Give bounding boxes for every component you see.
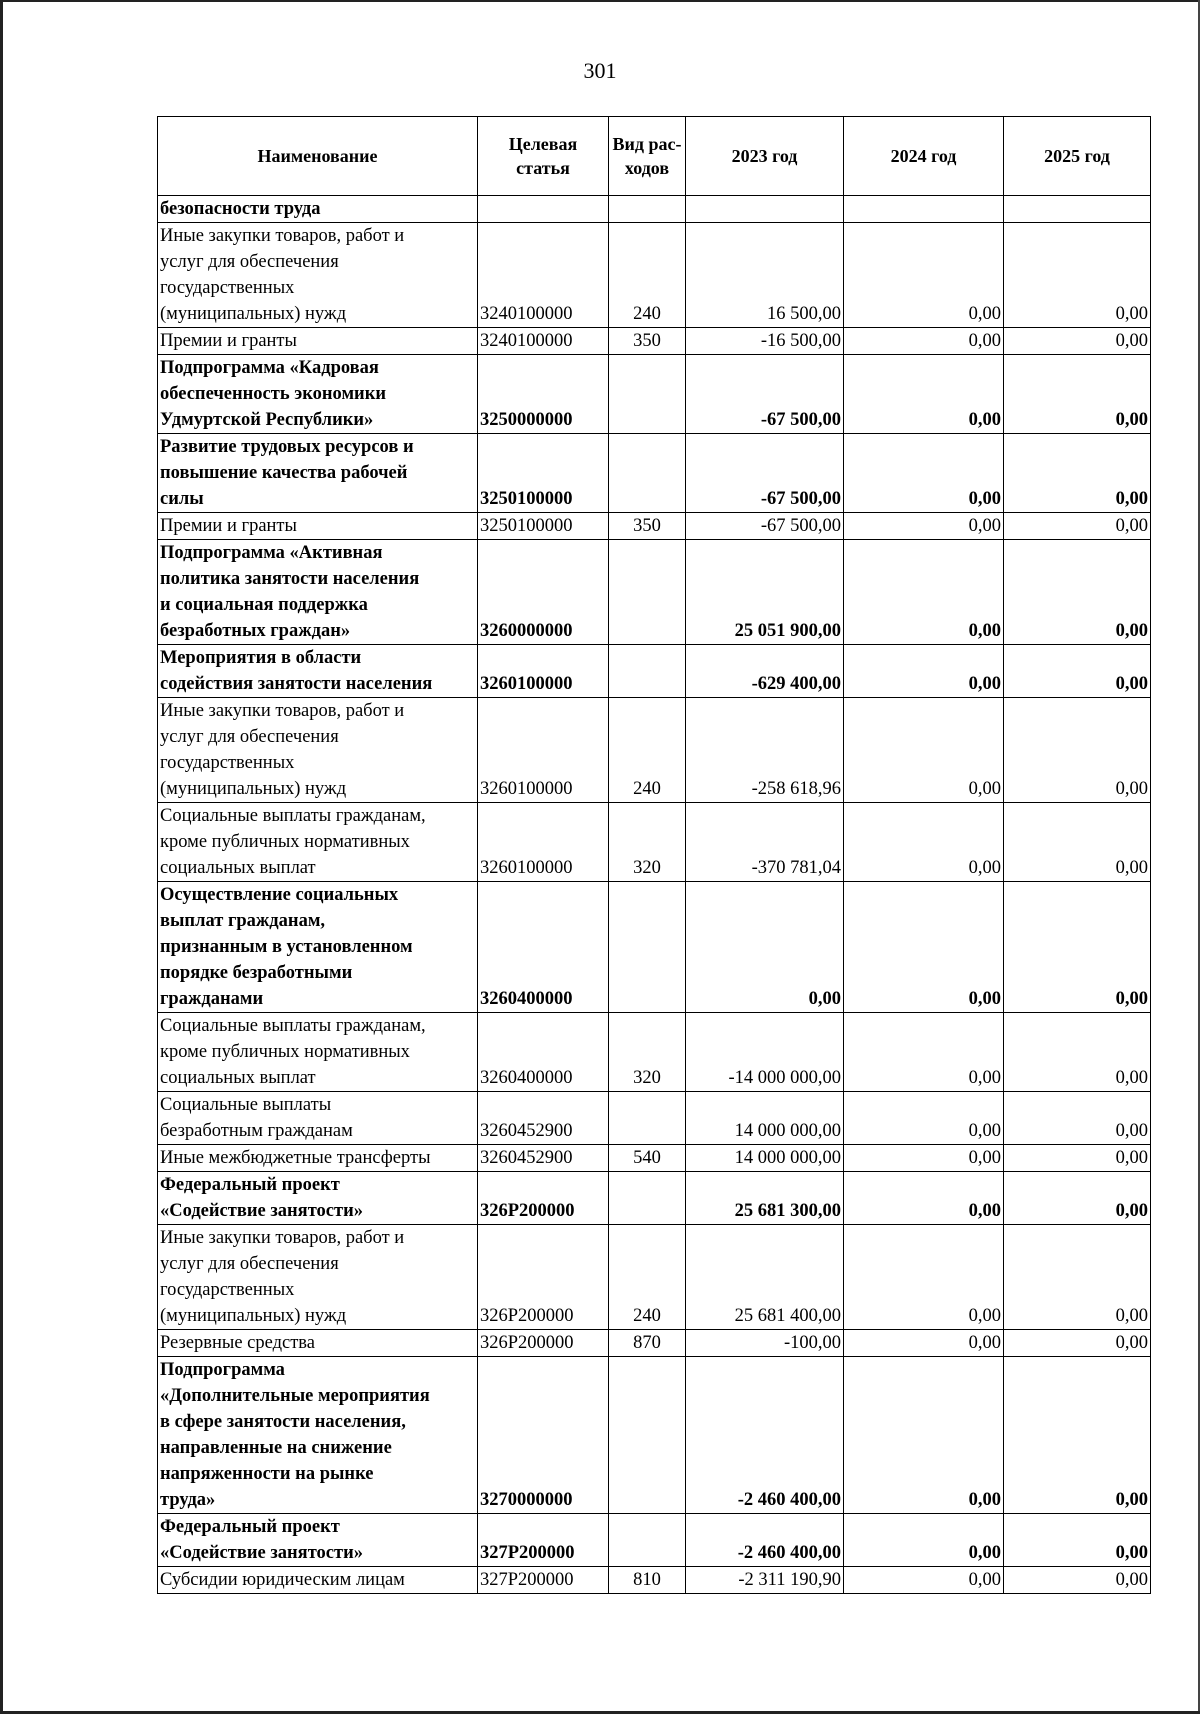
table-row: [158, 513, 1151, 540]
row-amount-2024: 0,00: [844, 698, 1004, 803]
row-name: Подпрограмма «Дополнительные мероприятия в сфере занятости населения, направленные на снижение напряженности на рынке труда»: [158, 1357, 478, 1514]
header-name: Наименование: [158, 117, 478, 196]
row-amount-2023: -67 500,00: [686, 355, 844, 434]
row-amount-2023: 14 000 000,00: [686, 1145, 844, 1172]
row-target-article: 327P200000: [478, 1567, 609, 1594]
row-amount-2023: 14 000 000,00: [686, 1092, 844, 1145]
row-name: Федеральный проект «Содействие занятости»: [158, 1514, 478, 1567]
row-expense-type: [609, 645, 686, 698]
row-name: Иные межбюджетные трансферты: [158, 1145, 478, 1172]
row-expense-type: 240: [609, 223, 686, 328]
row-amount-2025: 0,00: [1004, 1567, 1151, 1594]
row-target-article: 3260400000: [478, 882, 609, 1013]
row-name: Премии и гранты: [158, 328, 478, 355]
row-name: Осуществление социальных выплат гражданам, признанным в установленном порядке безработными гражданами: [158, 882, 478, 1013]
row-amount-2025: 0,00: [1004, 540, 1151, 645]
row-expense-type: 240: [609, 1225, 686, 1330]
row-target-article: 3250000000: [478, 355, 609, 434]
table-header-row: [158, 117, 1151, 196]
row-expense-type: [609, 1514, 686, 1567]
row-expense-type: 350: [609, 328, 686, 355]
row-amount-2025: 0,00: [1004, 328, 1151, 355]
table-row: [158, 1567, 1151, 1594]
table-row: [158, 355, 1151, 434]
row-amount-2024: 0,00: [844, 434, 1004, 513]
row-target-article: 3260000000: [478, 540, 609, 645]
header-year-2024: 2024 год: [844, 117, 1004, 196]
row-amount-2024: 0,00: [844, 1172, 1004, 1225]
row-amount-2023: -629 400,00: [686, 645, 844, 698]
row-amount-2025: 0,00: [1004, 1172, 1151, 1225]
row-expense-type: 540: [609, 1145, 686, 1172]
row-amount-2023: 0,00: [686, 882, 844, 1013]
page-number: 301: [583, 58, 617, 83]
budget-table: [157, 116, 1151, 1594]
table-row: [158, 328, 1151, 355]
row-amount-2024: 0,00: [844, 540, 1004, 645]
table-row: [158, 223, 1151, 328]
scan-border-top: [0, 0, 1200, 2]
row-amount-2023: -2 460 400,00: [686, 1357, 844, 1514]
table-row: [158, 1330, 1151, 1357]
row-amount-2023: -2 460 400,00: [686, 1514, 844, 1567]
row-target-article: 3270000000: [478, 1357, 609, 1514]
row-amount-2023: -2 311 190,90: [686, 1567, 844, 1594]
table-row: [158, 1092, 1151, 1145]
row-amount-2024: 0,00: [844, 328, 1004, 355]
row-amount-2023: 16 500,00: [686, 223, 844, 328]
row-amount-2024: 0,00: [844, 1330, 1004, 1357]
row-amount-2023: -14 000 000,00: [686, 1013, 844, 1092]
row-name: Резервные средства: [158, 1330, 478, 1357]
row-amount-2024: 0,00: [844, 355, 1004, 434]
row-amount-2025: 0,00: [1004, 1145, 1151, 1172]
row-name: Субсидии юридическим лицам: [158, 1567, 478, 1594]
row-amount-2025: 0,00: [1004, 1357, 1151, 1514]
row-expense-type: [609, 196, 686, 223]
table-row: [158, 1225, 1151, 1330]
row-amount-2024: 0,00: [844, 803, 1004, 882]
row-name: Иные закупки товаров, работ и услуг для обеспечения государственных (муниципальных) нужд: [158, 223, 478, 328]
row-amount-2025: 0,00: [1004, 1013, 1151, 1092]
row-target-article: 3260452900: [478, 1092, 609, 1145]
row-amount-2025: 0,00: [1004, 803, 1151, 882]
row-name: Премии и гранты: [158, 513, 478, 540]
row-target-article: 327P200000: [478, 1514, 609, 1567]
row-amount-2024: 0,00: [844, 1013, 1004, 1092]
row-amount-2024: 0,00: [844, 1145, 1004, 1172]
row-target-article: 3260400000: [478, 1013, 609, 1092]
row-expense-type: [609, 1357, 686, 1514]
row-amount-2024: 0,00: [844, 513, 1004, 540]
row-target-article: 326P200000: [478, 1330, 609, 1357]
row-name: Социальные выплаты гражданам, кроме публичных нормативных социальных выплат: [158, 803, 478, 882]
row-target-article: 326P200000: [478, 1172, 609, 1225]
table-row: [158, 1357, 1151, 1514]
row-target-article: 3260100000: [478, 803, 609, 882]
row-target-article: 3260100000: [478, 698, 609, 803]
scan-border-left: [0, 0, 3, 1714]
row-name: Социальные выплаты безработным гражданам: [158, 1092, 478, 1145]
row-name: Федеральный проект «Содействие занятости»: [158, 1172, 478, 1225]
table-row: [158, 1514, 1151, 1567]
row-amount-2023: [686, 196, 844, 223]
row-target-article: [478, 196, 609, 223]
table-body: [158, 196, 1151, 1594]
row-target-article: 3240100000: [478, 223, 609, 328]
row-amount-2025: 0,00: [1004, 434, 1151, 513]
row-expense-type: 320: [609, 803, 686, 882]
row-target-article: 3250100000: [478, 434, 609, 513]
row-name: Социальные выплаты гражданам, кроме публичных нормативных социальных выплат: [158, 1013, 478, 1092]
row-name: Мероприятия в области содействия занятости населения: [158, 645, 478, 698]
row-amount-2025: [1004, 196, 1151, 223]
table-row: [158, 196, 1151, 223]
row-name: Подпрограмма «Активная политика занятости населения и социальная поддержка безработных граждан»: [158, 540, 478, 645]
row-expense-type: 870: [609, 1330, 686, 1357]
table-row: [158, 1172, 1151, 1225]
row-expense-type: 810: [609, 1567, 686, 1594]
row-amount-2025: 0,00: [1004, 1514, 1151, 1567]
row-amount-2025: 0,00: [1004, 1092, 1151, 1145]
row-target-article: 3260100000: [478, 645, 609, 698]
row-expense-type: [609, 540, 686, 645]
row-amount-2023: -100,00: [686, 1330, 844, 1357]
row-amount-2023: -67 500,00: [686, 513, 844, 540]
table-row: [158, 803, 1151, 882]
row-expense-type: 240: [609, 698, 686, 803]
row-amount-2023: -258 618,96: [686, 698, 844, 803]
header-expense-type: Вид рас-ходов: [609, 117, 686, 196]
header-target-article: Целевая статья: [478, 117, 609, 196]
table-row: [158, 698, 1151, 803]
row-name: Иные закупки товаров, работ и услуг для обеспечения государственных (муниципальных) нужд: [158, 1225, 478, 1330]
row-amount-2024: 0,00: [844, 223, 1004, 328]
row-amount-2023: -67 500,00: [686, 434, 844, 513]
row-expense-type: [609, 355, 686, 434]
table-row: [158, 1013, 1151, 1092]
row-amount-2024: 0,00: [844, 645, 1004, 698]
row-amount-2025: 0,00: [1004, 513, 1151, 540]
row-amount-2024: 0,00: [844, 1357, 1004, 1514]
row-amount-2023: 25 681 300,00: [686, 1172, 844, 1225]
table-row: [158, 434, 1151, 513]
row-target-article: 3260452900: [478, 1145, 609, 1172]
row-target-article: 3250100000: [478, 513, 609, 540]
row-target-article: 326P200000: [478, 1225, 609, 1330]
row-amount-2025: 0,00: [1004, 1330, 1151, 1357]
table-row: [158, 540, 1151, 645]
row-amount-2023: -370 781,04: [686, 803, 844, 882]
row-amount-2023: 25 051 900,00: [686, 540, 844, 645]
row-target-article: 3240100000: [478, 328, 609, 355]
table-row: [158, 645, 1151, 698]
row-amount-2023: 25 681 400,00: [686, 1225, 844, 1330]
row-name: безопасности труда: [158, 196, 478, 223]
row-amount-2025: 0,00: [1004, 223, 1151, 328]
row-amount-2024: 0,00: [844, 882, 1004, 1013]
row-name: Иные закупки товаров, работ и услуг для обеспечения государственных (муниципальных) нужд: [158, 698, 478, 803]
row-amount-2025: 0,00: [1004, 1225, 1151, 1330]
header-year-2025: 2025 год: [1004, 117, 1151, 196]
row-expense-type: 320: [609, 1013, 686, 1092]
row-name: Развитие трудовых ресурсов и повышение качества рабочей силы: [158, 434, 478, 513]
row-amount-2025: 0,00: [1004, 882, 1151, 1013]
row-amount-2024: 0,00: [844, 1225, 1004, 1330]
row-amount-2024: 0,00: [844, 1514, 1004, 1567]
row-expense-type: [609, 1092, 686, 1145]
header-year-2023: 2023 год: [686, 117, 844, 196]
row-amount-2024: [844, 196, 1004, 223]
row-amount-2025: 0,00: [1004, 645, 1151, 698]
row-amount-2023: -16 500,00: [686, 328, 844, 355]
row-expense-type: [609, 1172, 686, 1225]
table-row: [158, 1145, 1151, 1172]
row-amount-2024: 0,00: [844, 1567, 1004, 1594]
row-expense-type: [609, 882, 686, 1013]
row-amount-2025: 0,00: [1004, 355, 1151, 434]
row-name: Подпрограмма «Кадровая обеспеченность экономики Удмуртской Республики»: [158, 355, 478, 434]
row-expense-type: 350: [609, 513, 686, 540]
row-amount-2024: 0,00: [844, 1092, 1004, 1145]
row-amount-2025: 0,00: [1004, 698, 1151, 803]
table-row: [158, 882, 1151, 1013]
row-expense-type: [609, 434, 686, 513]
